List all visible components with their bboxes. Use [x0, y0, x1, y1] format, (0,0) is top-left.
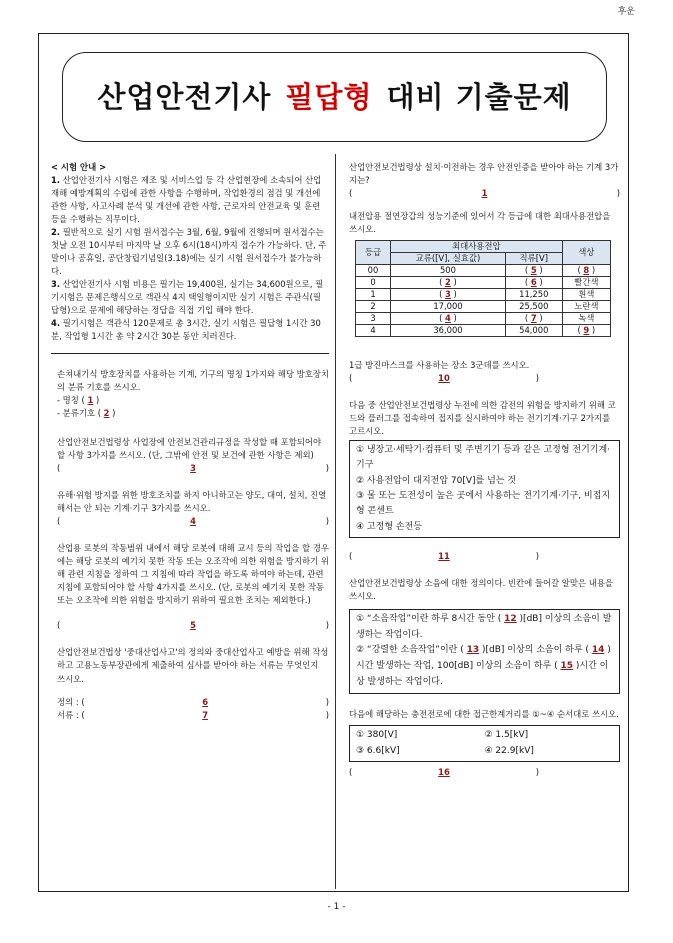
table-row: [356, 325, 611, 337]
table-header: 교류([V], 실효값): [391, 253, 506, 265]
table-cell: 녹색: [562, 313, 610, 325]
question-text: 내전압용 절연장갑의 성능기준에 있어서 각 등급에 대한 최대사용전압을 쓰시오.: [349, 211, 611, 235]
table-cell: ( 2 ): [391, 277, 506, 289]
answer-line: ( 10 ): [349, 372, 539, 385]
option-item: ① 냉장고·세탁기·컴퓨터 및 주변기기 등과 같은 고정형 전기기계·기구: [356, 445, 611, 471]
title-part1: 산업안전기사: [97, 79, 272, 114]
answer-number: 5: [530, 265, 537, 276]
question-text: 산업안전보건법령상 소음에 대한 정의이다. 빈칸에 들어갈 알맞은 내용을 쓰시오.: [349, 577, 614, 601]
answer-line: ( 1 ): [349, 187, 620, 200]
options-box: [349, 440, 620, 538]
title-box: [62, 52, 607, 142]
answer-number: 6: [202, 696, 209, 707]
notice-item: 1. 산업안전기사 시험은 제조 및 서비스업 등 각 산업현장에 소속되어 산업재해 예방계획의 수립에 관한 사항을 수행하며, 작업환경의 점검 및 개선에 관한 사항, 사고사례 분석 및 개선에 관한 사항, 근로자의 안전교육 및 훈련 등을 수행하는 직무이다.: [51, 175, 322, 225]
notice-item: 3. 산업안전기사 시험 비용은 필기는 19,400원, 실기는 34,600원으로, 필기시험은 문제은행식으로 객관식 4지 택일형이지만 실기 시험은 주관식(필답형)으로 문제에 해당하는 정답을 직접 기입 해야 한다.: [51, 279, 324, 316]
answer-number: 4: [445, 313, 451, 324]
answer-number: 2: [103, 408, 110, 419]
table-header: 색상: [562, 241, 610, 265]
table-header: 등급: [356, 241, 391, 265]
answer-number: 4: [190, 516, 196, 527]
question-text: 산업안전보건법령상 사업장에 안전보건관리규정을 작성할 때 포함되어야 할 사항 3가지를 쓰시오. (단, 그밖에 안전 및 보건에 관한 사항은 제외): [57, 437, 322, 461]
question-text: 산업안전보건법령상 설치·이전하는 경우 안전인증을 받아야 하는 기계 3가지는?: [349, 162, 619, 186]
answer-number: 7: [202, 709, 209, 720]
title-part2: 필답형: [285, 79, 373, 114]
option-item: ③ 6.6[kV]: [356, 745, 400, 756]
answer-number: 13: [466, 645, 480, 656]
question-text: 1급 방진마스크를 사용하는 장소 3군데를 쓰시오.: [349, 360, 530, 371]
question-text: 손쳐내기식 방호장치를 사용하는 기계, 기구의 명칭 1가지와 해당 방호장치의 분류 기호를 쓰시오.: [57, 369, 329, 393]
answer-line: ( 5 ): [57, 619, 329, 632]
question-4: [51, 489, 329, 528]
question-r11: [345, 399, 620, 563]
answer-line: ( 3 ): [57, 462, 329, 475]
column-divider: [335, 154, 336, 889]
table-header: 직류[V]: [505, 253, 562, 265]
table-row: [356, 301, 611, 313]
table-cell: ( 5 ): [505, 265, 562, 277]
question-text: 산업안전보건법상 '중대산업사고'의 정의와 중대산업사고 예방을 위해 작성하고 고용노동부장관에게 제출하여 심사를 받아야 하는 서류는 무엇인지 쓰시오.: [57, 647, 329, 684]
exam-notice: [51, 161, 329, 343]
right-column: [345, 161, 620, 779]
option-item: ③ 물 또는 도전성이 높은 곳에서 사용하는 전기기계·기구, 비접지형 콘센트: [356, 491, 611, 517]
answer-number: 8: [583, 265, 590, 276]
question-r16: [345, 708, 620, 780]
answer-line: 서류 : ( 7 ): [57, 709, 329, 722]
answer-number: 11: [438, 550, 450, 561]
answer-number: 9: [583, 325, 590, 336]
answer-number: 7: [530, 313, 537, 324]
answer-number: 14: [591, 645, 605, 656]
answer-number: 10: [438, 373, 450, 384]
option-item: ④ 22.9[kV]: [484, 745, 534, 756]
answer-line: 정의 : ( 6 ): [57, 696, 329, 709]
question-text: 다음에 해당하는 충전전로에 대한 접근한계거리를 ①~④ 순서대로 쓰시오.: [349, 708, 619, 719]
answer-number: 1: [481, 188, 488, 199]
question-r12: [345, 577, 620, 694]
answer-line: - 분류기호 ( 2 ): [57, 408, 116, 419]
noise-definition-box: [349, 609, 620, 694]
option-item: ② 1.5[kV]: [484, 729, 529, 740]
question-text: 산업용 로봇의 작동범위 내에서 해당 로봇에 대해 교시 등의 작업을 할 경우에는 해당 로봇의 예기치 못한 작동 또는 오조작에 의한 위험을 방지하기 위해 관련 지침을 정하여 그 지침에 따라 작업을 하도록 하여야 하는데, 관련 지침에 포함되어야 할 사항 4가지를 쓰시오. (단, 로봇의 예기치 못한 작동 또는 오조작에 의한 위험을 방지하기 위하여 필요한 조치는 제외한다.): [57, 543, 329, 606]
exam-page: [38, 33, 629, 892]
table-cell: 17,000: [391, 301, 506, 313]
header-author: 후운: [617, 7, 635, 17]
table-row: [356, 313, 611, 325]
table-cell: 0: [356, 277, 391, 289]
question-table: [345, 210, 620, 337]
option-item: ② 사용전압이 대지전압 70[V]를 넘는 것: [356, 475, 517, 486]
question-text: 유해·위험 방지를 위한 방호조치를 하지 아니하고는 양도, 대여, 설치, 진열해서는 안 되는 기계·기구 3가지를 쓰시오.: [57, 490, 327, 514]
question-5: [51, 542, 329, 632]
table-header: 최대사용전압: [391, 241, 563, 253]
answer-number: 6: [530, 277, 537, 288]
notice-heading: < 시험 안내 >: [51, 162, 107, 172]
table-cell: ( 8 ): [562, 265, 610, 277]
answer-number: 1: [87, 395, 94, 406]
options-box: [349, 725, 620, 763]
question-r1: [345, 161, 620, 200]
table-cell: ( 7 ): [505, 313, 562, 325]
table-cell: 빨간색: [562, 277, 610, 289]
table-cell: 00: [356, 265, 391, 277]
table-row: [356, 277, 611, 289]
definition-line: ① “소음작업”이란 하루 8시간 동안 ( 12 )[dB] 이상의 소음이 발생하는 작업이다.: [356, 613, 612, 640]
answer-number: 3: [445, 289, 451, 300]
table-cell: 500: [391, 265, 506, 277]
table-cell: 11,250: [505, 289, 562, 301]
table-row: [356, 265, 611, 277]
answer-number: 12: [504, 613, 517, 624]
table-cell: 25,500: [505, 301, 562, 313]
table-cell: 36,000: [391, 325, 506, 337]
table-cell: ( 6 ): [505, 277, 562, 289]
answer-line: ( 16 ): [349, 766, 539, 779]
table-cell: ( 4 ): [391, 313, 506, 325]
answer-number: 3: [190, 463, 196, 474]
table-cell: 4: [356, 325, 391, 337]
answer-line: ( 4 ): [57, 515, 329, 528]
notice-item: 4. 필기시험은 객관식 120문제로 총 3시간, 실기 시험은 필답형 1시간 30분, 작업형 1시간 총 약 2시간 30분 동안 치러진다.: [51, 318, 321, 342]
table-row: [356, 289, 611, 301]
table-cell: 1: [356, 289, 391, 301]
answer-line: - 명칭 ( 1 ): [57, 395, 100, 406]
table-cell: 2: [356, 301, 391, 313]
question-text: 다음 중 산업안전보건법령상 누전에 의한 감전의 위험을 방지하기 위해 코드와 플러그를 접속하여 접지를 실시하여야 하는 전기기계·기구 2가지를 고르시오.: [349, 400, 616, 437]
table-cell: 54,000: [505, 325, 562, 337]
answer-number: 15: [560, 661, 573, 672]
question-6-7: [51, 646, 329, 721]
notice-item: 2. 필반적으로 실기 시험 원서접수는 3월, 6월, 9월에 진행되며 원서접수는 첫날 오전 10시부터 마지막 날 오후 6시(18시)까지 접수가 가능하다. 단, 주말이나 공휴일, 공단창립기념일(3.18)에는 실기 시험 원서접수가 불가능하다.: [51, 227, 327, 277]
table-cell: ( 9 ): [562, 325, 610, 337]
table-cell: 노란색: [562, 301, 610, 313]
table-cell: 3: [356, 313, 391, 325]
answer-line: ( 11 ): [349, 550, 539, 563]
answer-number: 5: [190, 620, 196, 631]
table-cell: 흰색: [562, 289, 610, 301]
table-cell: ( 3 ): [391, 289, 506, 301]
option-item: ④ 고정형 손전등: [356, 521, 422, 532]
section-divider: [51, 353, 329, 354]
answer-number: 2: [445, 277, 451, 288]
answer-number: 16: [438, 767, 450, 778]
definition-line: ② “강렬한 소음작업”이란 ( 13 )[dB] 이상의 소음이 하루 ( 14 )시간 발생하는 작업, 100[dB] 이상의 소음이 하루 ( 15 )시간 이상 발생하는 작업이다.: [356, 645, 611, 687]
title-part3: 대비 기출문제: [386, 79, 572, 114]
question-3: [51, 436, 329, 475]
voltage-table: [355, 240, 611, 337]
question-1-2: [51, 368, 329, 420]
question-r10: [345, 359, 620, 385]
page-number: - 1 -: [327, 902, 346, 912]
left-column: [51, 161, 329, 722]
option-item: ① 380[V]: [356, 729, 398, 740]
